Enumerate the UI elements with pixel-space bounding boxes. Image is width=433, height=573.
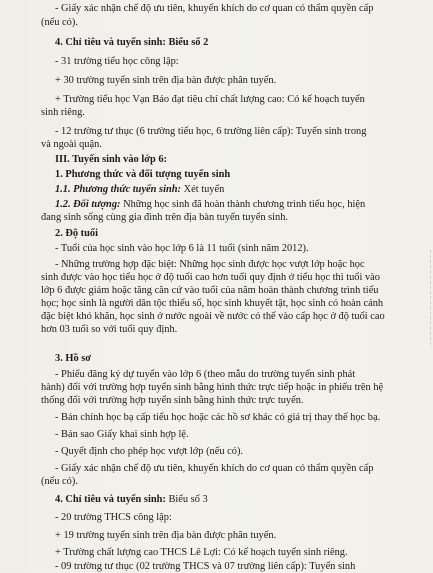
text-value: Những học sinh đã hoàn thành chương trình tiểu học, hiện	[123, 199, 366, 210]
text-line: - Giấy xác nhận chế độ ưu tiên, khuyến khích do cơ quan có thẩm quyền cấp	[55, 463, 374, 474]
text-label: 1.1. Phương thức tuyển sinh:	[55, 184, 184, 195]
text-line: - Quyết định cho phép học vượt lớp (nếu có).	[55, 446, 244, 457]
text-label: 4. Chỉ tiêu và tuyển sinh:	[55, 494, 169, 505]
text-line: (nếu có).	[41, 476, 78, 487]
section-heading: III. Tuyển sinh vào lớp 6:	[55, 154, 168, 165]
section-heading: 2. Độ tuổi	[55, 228, 99, 239]
text-line: + 30 trường tuyển sinh trên địa bàn được phân tuyến.	[55, 75, 277, 86]
page-edge-mark	[423, 250, 431, 345]
text-line: - Những trường hợp đặc biệt: Những học sinh được học vượt lớp hoặc học	[55, 259, 365, 270]
text-line	[55, 493, 415, 506]
text-line: + Trường chất lượng cao THCS Lê Lợi: Có kế hoạch tuyển sinh riêng.	[55, 547, 348, 558]
text-line: - Tuổi của học sinh vào học lớp 6 là 11 tuổi (sinh năm 2012).	[55, 243, 309, 254]
text-line: và ngoài quận.	[41, 139, 102, 150]
text-line: - 20 trường THCS công lập:	[55, 512, 172, 523]
text-line: đang sinh sống cùng gia đình trên địa bàn tuyển tuyển sinh.	[41, 212, 289, 223]
text-line: + Trường tiểu học Vạn Bảo đạt tiêu chí chất lượng cao: Có kế hoạch tuyển	[55, 94, 365, 105]
text-line: thống đối với trường hợp tuyển sinh bằng hình thức trực tuyến.	[41, 395, 304, 406]
section-heading: 4. Chỉ tiêu và tuyển sinh: Biểu số 2	[55, 37, 209, 48]
text-line	[55, 198, 412, 211]
text-line: hơn 03 tuổi so với tuổi quy định.	[41, 324, 178, 335]
text-line: (nếu có).	[41, 17, 78, 28]
text-line: - Bản sao Giấy khai sinh hợp lệ.	[55, 429, 189, 440]
text-line: đặc biệt khó khăn, học sinh ở nước ngoài về nước có thể vào cấp học ở độ tuổi cao	[41, 311, 385, 322]
text-line: - 09 trường tư thục (02 trường THCS và 07 trường liên cấp): Tuyển sinh	[55, 561, 356, 572]
text-line	[55, 183, 415, 196]
text-value: Biểu số 3	[168, 494, 208, 505]
text-line: - Giấy xác nhận chế độ ưu tiên, khuyến khích do cơ quan có thẩm quyền cấp	[55, 3, 374, 14]
text-line: - 12 trường tư thục (6 trường tiểu học, 6 trường liên cấp): Tuyển sinh trong	[55, 126, 367, 137]
text-line: lớp 6 được giảm hoặc tăng căn cứ vào tuổi của năm hoàn thành chương trình tiểu	[41, 285, 379, 296]
text-line: - Bản chính học bạ cấp tiểu học hoặc các hồ sơ khác có giá trị thay thế học bạ.	[55, 412, 381, 423]
text-line: + 19 trường tuyển sinh trên địa bàn được phân tuyến.	[55, 530, 277, 541]
section-heading: 1. Phương thức và đối tượng tuyển sinh	[55, 169, 231, 180]
text-line: học; học sinh là người dân tộc thiểu số, học sinh khuyết tật, học sinh có hoàn cảnh	[41, 298, 384, 309]
text-line: - 31 trường tiểu học công lập:	[55, 56, 179, 67]
text-line: sinh được vào học tiểu học ở độ tuổi cao hơn tuổi quy định ở tiểu học thì tuổi vào	[41, 272, 380, 283]
section-heading: 3. Hồ sơ	[55, 353, 92, 364]
text-line: - Phiếu đăng ký dự tuyển vào lớp 6 (theo mẫu do trường tuyển sinh phát	[55, 369, 356, 380]
text-line: sinh riêng.	[41, 107, 85, 118]
text-line: hành) đối với trường hợp tuyển sinh bằng hình thức trực tiếp hoặc in phiếu trên hệ	[41, 382, 384, 393]
text-label: 1.2. Đối tượng:	[55, 199, 124, 210]
text-value: Xét tuyển	[183, 184, 225, 195]
